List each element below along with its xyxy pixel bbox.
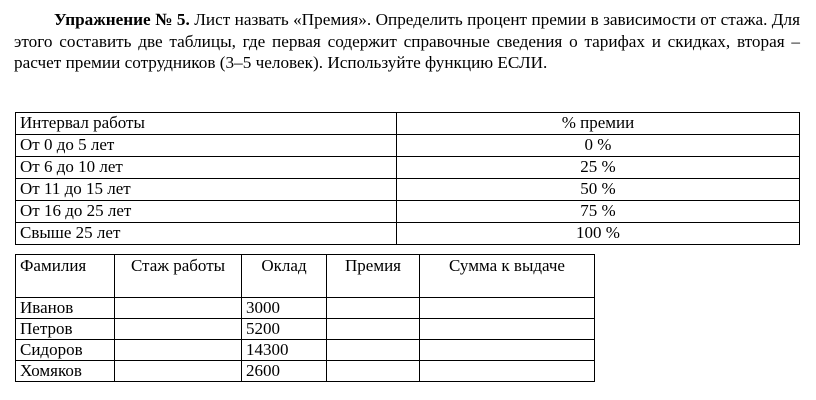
bonus-cell <box>327 361 420 382</box>
table-header-row <box>16 113 800 135</box>
table-row <box>16 223 800 245</box>
surname-cell: Петров <box>16 319 115 340</box>
bonus-calc-table <box>15 254 595 382</box>
experience-cell <box>115 340 242 361</box>
table-header-row <box>16 255 595 298</box>
table-row <box>16 157 800 179</box>
salary-cell: 3000 <box>242 298 327 319</box>
interval-cell: От 11 до 15 лет <box>16 179 397 201</box>
percent-cell: 100 % <box>397 223 800 245</box>
exercise-paragraph <box>14 9 800 74</box>
bonus-cell <box>327 319 420 340</box>
header-experience: Стаж работы <box>115 255 242 298</box>
percent-cell: 0 % <box>397 135 800 157</box>
header-surname: Фамилия <box>16 255 115 298</box>
header-total: Сумма к выдаче <box>420 255 595 298</box>
salary-cell: 5200 <box>242 319 327 340</box>
total-cell <box>420 319 595 340</box>
table-row <box>16 179 800 201</box>
header-salary: Оклад <box>242 255 327 298</box>
salary-cell: 14300 <box>242 340 327 361</box>
table-row <box>16 298 595 319</box>
header-bonus-percent: % премии <box>397 113 800 135</box>
experience-cell <box>115 319 242 340</box>
interval-cell: От 6 до 10 лет <box>16 157 397 179</box>
exercise-text: Лист назвать «Премия». Определить процент премии в зависимости от стажа. Для этого составить две таблицы, где первая содержит справочные сведения о тарифах и скидках, вторая – расчет премии сотрудников (3–5 человек). Используйте функцию ЕСЛИ. <box>14 10 801 72</box>
bonus-cell <box>327 340 420 361</box>
interval-cell: Свыше 25 лет <box>16 223 397 245</box>
total-cell <box>420 361 595 382</box>
table-row <box>16 135 800 157</box>
table-row <box>16 361 595 382</box>
salary-cell: 2600 <box>242 361 327 382</box>
interval-cell: От 16 до 25 лет <box>16 201 397 223</box>
tariff-table <box>15 112 800 245</box>
interval-cell: От 0 до 5 лет <box>16 135 397 157</box>
percent-cell: 25 % <box>397 157 800 179</box>
total-cell <box>420 340 595 361</box>
surname-cell: Сидоров <box>16 340 115 361</box>
table-row <box>16 340 595 361</box>
table-row <box>16 201 800 223</box>
total-cell <box>420 298 595 319</box>
table-row <box>16 319 595 340</box>
percent-cell: 50 % <box>397 179 800 201</box>
experience-cell <box>115 298 242 319</box>
surname-cell: Иванов <box>16 298 115 319</box>
surname-cell: Хомяков <box>16 361 115 382</box>
experience-cell <box>115 361 242 382</box>
header-bonus: Премия <box>327 255 420 298</box>
exercise-title: Упражнение № 5. <box>54 10 190 29</box>
bonus-cell <box>327 298 420 319</box>
percent-cell: 75 % <box>397 201 800 223</box>
header-interval: Интервал работы <box>16 113 397 135</box>
